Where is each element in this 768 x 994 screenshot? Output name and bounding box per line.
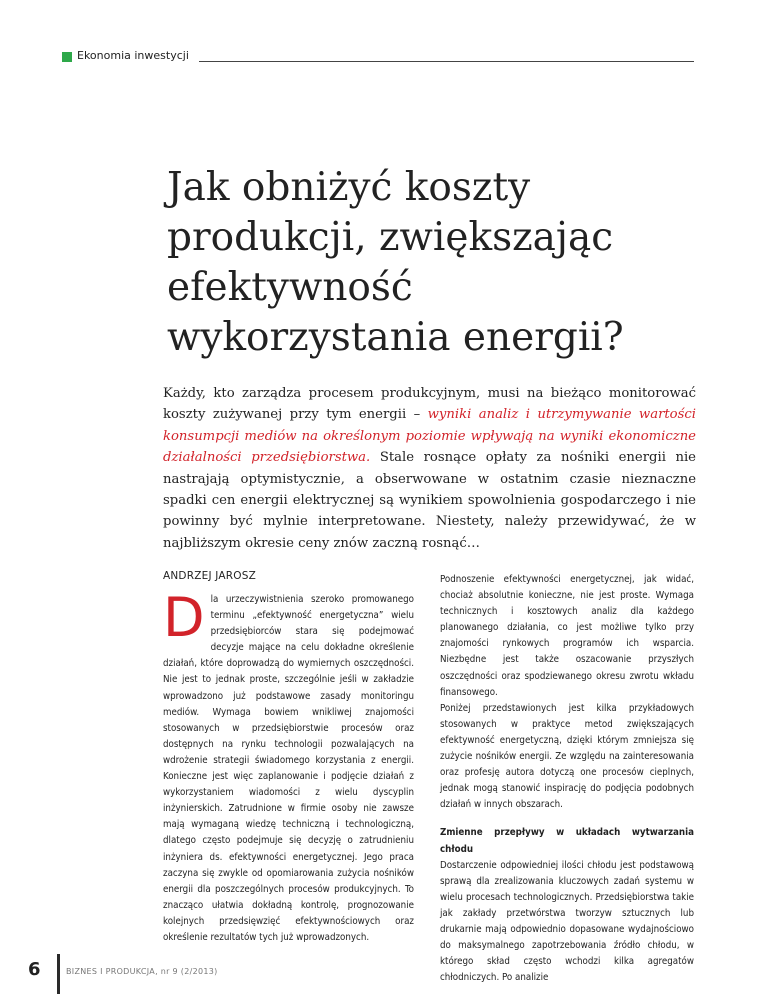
lead-text-end: Stale rosnące opłaty za nośniki energii nie nastrajają optymistycznie, a obserwowane w ostatnim czasie nieznaczne spadki cen energii elektrycznej są wynikiem spowolnienia gospodarczego i nie powinny być mylnie interpretowane. Niestety, należy przewidywać, że w najbliższym okresie ceny znów zaczną rosnąć…: [163, 450, 696, 551]
column-1-text: la urzeczywistnienia szeroko promowanego terminu „efektywność energetyczna” wielu przedsiębiorców stara się podejmować decyzje mające na celu dokładne określenie działań, które doprowadzą do wymiernych oszczędności. Nie jest to jednak proste, szczególnie jeśli w zakładzie wprowadzono już podstawowe zasady monitoringu mediów. Wymaga bowiem wnikliwej znajomości stosowanych w przedsiębiorstwie procesów oraz dostępnych na rynku technologii pozwalających na wdrożenie strategii świadomego korzystania z energii. Konieczne jest więc zaplanowanie i podjęcie działań z wykorzystaniem wiadomości z wielu dyscyplin inżynierskich. Zatrudnione w firmie osoby nie zawsze mają wymaganą wiedzę techniczną i technologiczną, dlatego często podejmuje się decyzję o zatrudnieniu inżyniera ds. efektywności energetycznej. Jego praca zaczyna się zwykle od opomiarowania zużycia nośników energii dla poszczególnych procesów produkcyjnych. To znacząco ułatwia dokładną kontrolę, prognozowanie kolejnych przedsięwzięć efektywnościowych oraz określenie rezultatów tych już wprowadzonych.: [163, 594, 414, 943]
lead-highlight: wyniki analiz i utrzymywanie wartości konsumpcji mediów na określonym poziomie wpływają na wyniki ekonomiczne działalności przedsiębiorstwa.: [163, 407, 696, 466]
article-column-1: [163, 586, 414, 946]
drop-cap: D: [163, 586, 205, 649]
page-number: 6: [28, 959, 41, 980]
section-marker-square: [62, 52, 72, 62]
section-label: Ekonomia inwestycji: [77, 49, 189, 62]
publication-footer: BIZNES I PRODUKCJA, nr 9 (2/2013): [66, 967, 218, 976]
section-subheading: Zmienne przepływy w układach wytwarzania chłodu: [440, 827, 694, 855]
article-lead: [163, 383, 696, 554]
author-byline: ANDRZEJ JAROSZ: [163, 570, 256, 582]
article-title: Jak obniżyć koszty produkcji, zwiększając efektywność wykorzystania energii?: [167, 165, 624, 360]
footer-vertical-rule: [57, 954, 60, 994]
column-2-paragraph-2: Poniżej przedstawionych jest kilka przykładowych stosowanych w praktyce metod zwiększających efektywność energetyczną, dzięki którym zmniejsza się zużycie nośników energii. Ze względu na zainteresowania oraz profesję autora dotyczą one procesów cieplnych, jednak mogą stanowić inspirację do podjęcia podobnych działań w innych obszarach.: [440, 702, 694, 811]
article-column-2: [440, 572, 694, 986]
column-2-paragraph-3: Dostarczenie odpowiedniej ilości chłodu jest podstawową sprawą dla zrealizowania kluczowych zadań systemu w wielu procesach technologicznych. Przedsiębiorstwa takie jak zakłady przetwórstwa tworzyw sztucznych lub drukarnie mają odpowiednio dopasowane wydajnościowo do maksymalnego zapotrzebowania źródło chłodu, w którego skład często wchodzi kilka agregatów chłodniczych. Po analizie: [440, 859, 694, 984]
header-rule: [199, 61, 694, 62]
section-header: [62, 48, 694, 66]
lead-text-start: Każdy, kto zarządza procesem produkcyjnym, musi na bieżąco monitorować koszty zużywanej przy tym energii –: [163, 386, 696, 423]
column-2-paragraph-1: Podnoszenie efektywności energetycznej, jak widać, chociaż absolutnie konieczne, nie jest proste. Wymaga technicznych i kosztowych analiz dla każdego planowanego działania, co jest możliwe tylko przy znajomości rynkowych programów ich wsparcia. Niezbędne jest także oszacowanie przyszłych oszczędności oraz spodziewanego okresu zwrotu wkładu finansowego.: [440, 574, 694, 698]
